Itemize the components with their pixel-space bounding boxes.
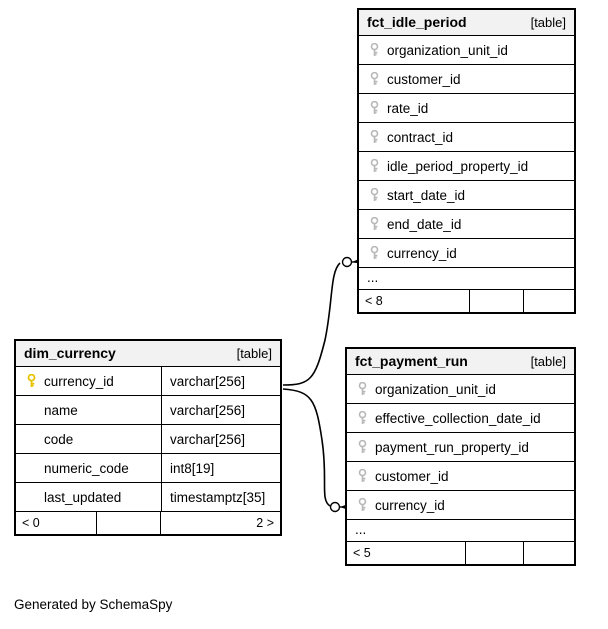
column-name: payment_run_property_id [375,439,529,455]
column-type: timestamptz[35] [161,483,280,511]
column-cell [347,491,574,519]
column-cell [359,94,574,122]
column-cell [359,181,574,209]
table-row[interactable] [359,36,574,65]
table-title: dim_currency [24,345,116,361]
column-name: name [44,402,78,418]
column-cell [359,239,574,267]
foreign-key-icon [367,72,381,86]
column-cell [359,36,574,64]
column-cell [359,210,574,238]
column-name: code [44,431,74,447]
column-name: last_updated [44,489,122,505]
table-row[interactable] [359,181,574,210]
foreign-key-icon [367,217,381,231]
table-kind-label: [table] [530,14,566,30]
column-cell [16,425,161,453]
footer-incoming-count: < 5 [353,546,371,560]
foreign-key-icon [355,469,369,483]
foreign-key-icon [367,43,381,57]
footer-incoming-count: < 0 [22,516,40,530]
more-columns-indicator [347,520,574,542]
column-cell [359,123,574,151]
column-cell [347,462,574,490]
table-row[interactable] [16,396,280,425]
table-row[interactable] [16,367,280,396]
footer-outgoing-count [523,290,574,312]
table-fct_idle_period[interactable] [357,8,576,314]
footer-incoming-count: < 8 [365,294,383,308]
ellipsis-label: ... [355,522,367,537]
foreign-key-icon [367,130,381,144]
foreign-key-icon [367,188,381,202]
column-cell [16,396,161,424]
table-row[interactable] [347,433,574,462]
column-name: organization_unit_id [375,381,496,397]
table-header[interactable] [347,349,574,375]
diagram-caption: Generated by SchemaSpy [14,597,173,612]
table-header[interactable] [359,10,574,36]
table-footer [16,512,280,534]
foreign-key-icon [355,440,369,454]
column-name: currency_id [44,373,114,389]
table-row[interactable] [359,210,574,239]
table-row[interactable] [347,491,574,520]
table-row[interactable] [16,454,280,483]
column-cell [16,483,161,511]
column-name: customer_id [387,71,461,87]
column-cell [16,454,161,482]
foreign-key-icon [355,498,369,512]
column-cell [359,65,574,93]
table-fct_payment_run[interactable] [345,347,576,566]
table-row[interactable] [359,239,574,268]
more-columns-indicator [359,268,574,290]
footer-middle [469,290,523,312]
foreign-key-icon [355,411,369,425]
column-cell [359,152,574,180]
column-name: organization_unit_id [387,42,508,58]
column-name: customer_id [375,468,449,484]
foreign-key-icon [367,246,381,260]
table-footer [359,290,574,312]
column-name: start_date_id [387,187,466,203]
table-dim_currency[interactable] [14,339,282,536]
footer-middle [96,512,160,534]
table-kind-label: [table] [236,345,272,361]
column-name: effective_collection_date_id [375,410,541,426]
table-row[interactable] [347,462,574,491]
table-footer [347,542,574,564]
table-row[interactable] [16,483,280,512]
column-name: currency_id [375,497,445,513]
table-title: fct_payment_run [355,353,468,369]
column-cell [16,367,161,395]
column-type: varchar[256] [161,396,280,424]
table-row[interactable] [359,65,574,94]
table-row[interactable] [359,152,574,181]
primary-key-icon [24,374,38,388]
column-cell [347,433,574,461]
column-type: int8[19] [161,454,280,482]
column-name: rate_id [387,100,429,116]
foreign-key-icon [367,101,381,115]
ellipsis-label: ... [367,270,379,285]
column-cell [347,404,574,432]
table-header[interactable] [16,341,280,367]
foreign-key-icon [367,159,381,173]
table-row[interactable] [16,425,280,454]
column-type: varchar[256] [161,425,280,453]
column-name: idle_period_property_id [387,158,529,174]
table-row[interactable] [359,123,574,152]
column-name: numeric_code [44,460,129,476]
table-title: fct_idle_period [367,14,467,30]
footer-outgoing-count [523,542,574,564]
column-name: contract_id [387,129,454,145]
foreign-key-icon [355,382,369,396]
footer-middle [465,542,523,564]
table-row[interactable] [347,404,574,433]
column-cell [347,375,574,403]
table-row[interactable] [359,94,574,123]
column-type: varchar[256] [161,367,280,395]
column-name: currency_id [387,245,457,261]
table-kind-label: [table] [530,353,566,369]
column-name: end_date_id [387,216,462,232]
table-row[interactable] [347,375,574,404]
footer-outgoing-count: 2 > [160,512,280,534]
